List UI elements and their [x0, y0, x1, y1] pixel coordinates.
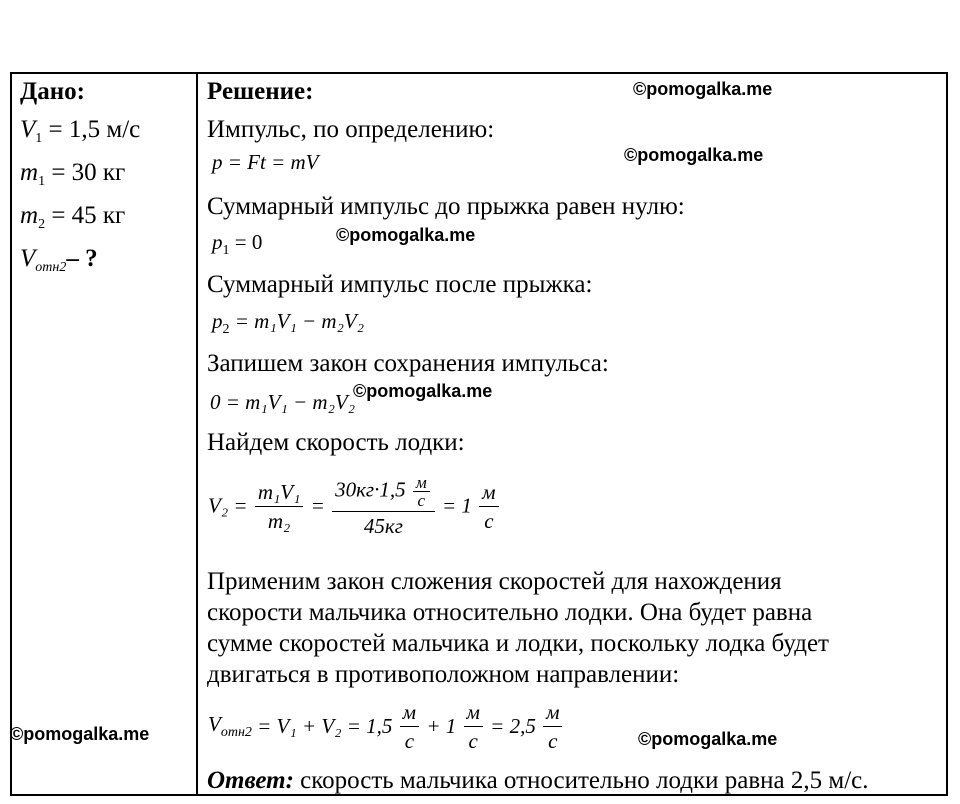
- formula-momentum-def: p = Ft = mV: [212, 150, 319, 174]
- explanation-paragraph: Применим закон сложения скоростей для нахождения скорости мальчика относительно лодки. Она будет равна сумме скоростей мальчика и лодки, поскольку лодка будет двигаться в противоположном направлении:: [207, 568, 829, 688]
- watermark: ©pomogalka.me: [633, 79, 773, 99]
- given-m2: $m_2 = 45$ кг: [20, 202, 126, 232]
- given-column: [20, 78, 192, 280]
- fraction-unit: $\frac{м}{с}$: [479, 480, 498, 533]
- watermark: ©pomogalka.me: [336, 225, 476, 245]
- given-find: $V_{отн2}-$ ?: [20, 245, 98, 275]
- watermark: ©pomogalka.me: [624, 145, 764, 165]
- solution-line-1: Импульс, по определению:: [207, 116, 495, 143]
- watermark: ©pomogalka.me: [638, 729, 778, 749]
- answer-line: Ответ: скорость мальчика относительно лодки равна 2,5 м/с.: [207, 767, 869, 794]
- formula-relative-velocity: $V_{отн2} = V_1 + V_2 = 1,5$ $\frac{м}{с}$ + 1 $\frac{м}{с}$ = 2,5 $\frac{м}{с}$: [208, 700, 564, 753]
- solution-heading: Решение:: [207, 78, 314, 105]
- formula-conservation: 0 = m₁V₁ − m₂V₂: [210, 390, 356, 414]
- fraction-numeric: 30кг·1,5 $\frac{м}{с}$ 45кг: [332, 474, 435, 538]
- fraction-symbolic: $\frac{\text{m₁V₁}}{\text{m₂}}$: [255, 480, 304, 533]
- solution-heading-wrap: [207, 78, 937, 106]
- formula-initial-momentum: $p_1 = 0$: [212, 230, 263, 258]
- column-divider: [196, 72, 198, 796]
- watermark: ©pomogalka.me: [353, 381, 493, 401]
- solution-line-2: Суммарный импульс до прыжка равен нулю:: [207, 193, 685, 220]
- solution-line-4: Запишем закон сохранения импульса:: [207, 350, 609, 377]
- watermark: ©pomogalka.me: [10, 724, 150, 744]
- given-v1: $V_1 = 1,5$ м/с: [20, 116, 141, 146]
- formula-boat-velocity: V₂ = $\frac{\text{m₁V₁}}{\text{m₂}}$ = 30кг·1,5 $\frac{м}{с}$ 45кг = 1 $\frac{м}{с}$: [208, 474, 501, 538]
- solution-line-3: Суммарный импульс после прыжка:: [207, 271, 593, 298]
- solution-line-5: Найдем скорость лодки:: [207, 429, 465, 456]
- given-heading: Дано:: [20, 78, 85, 105]
- given-m1: $m_1 = 30$ кг: [20, 159, 126, 189]
- formula-final-momentum: $p_2 = m_1V_1 - m_2V_2$: [212, 309, 365, 337]
